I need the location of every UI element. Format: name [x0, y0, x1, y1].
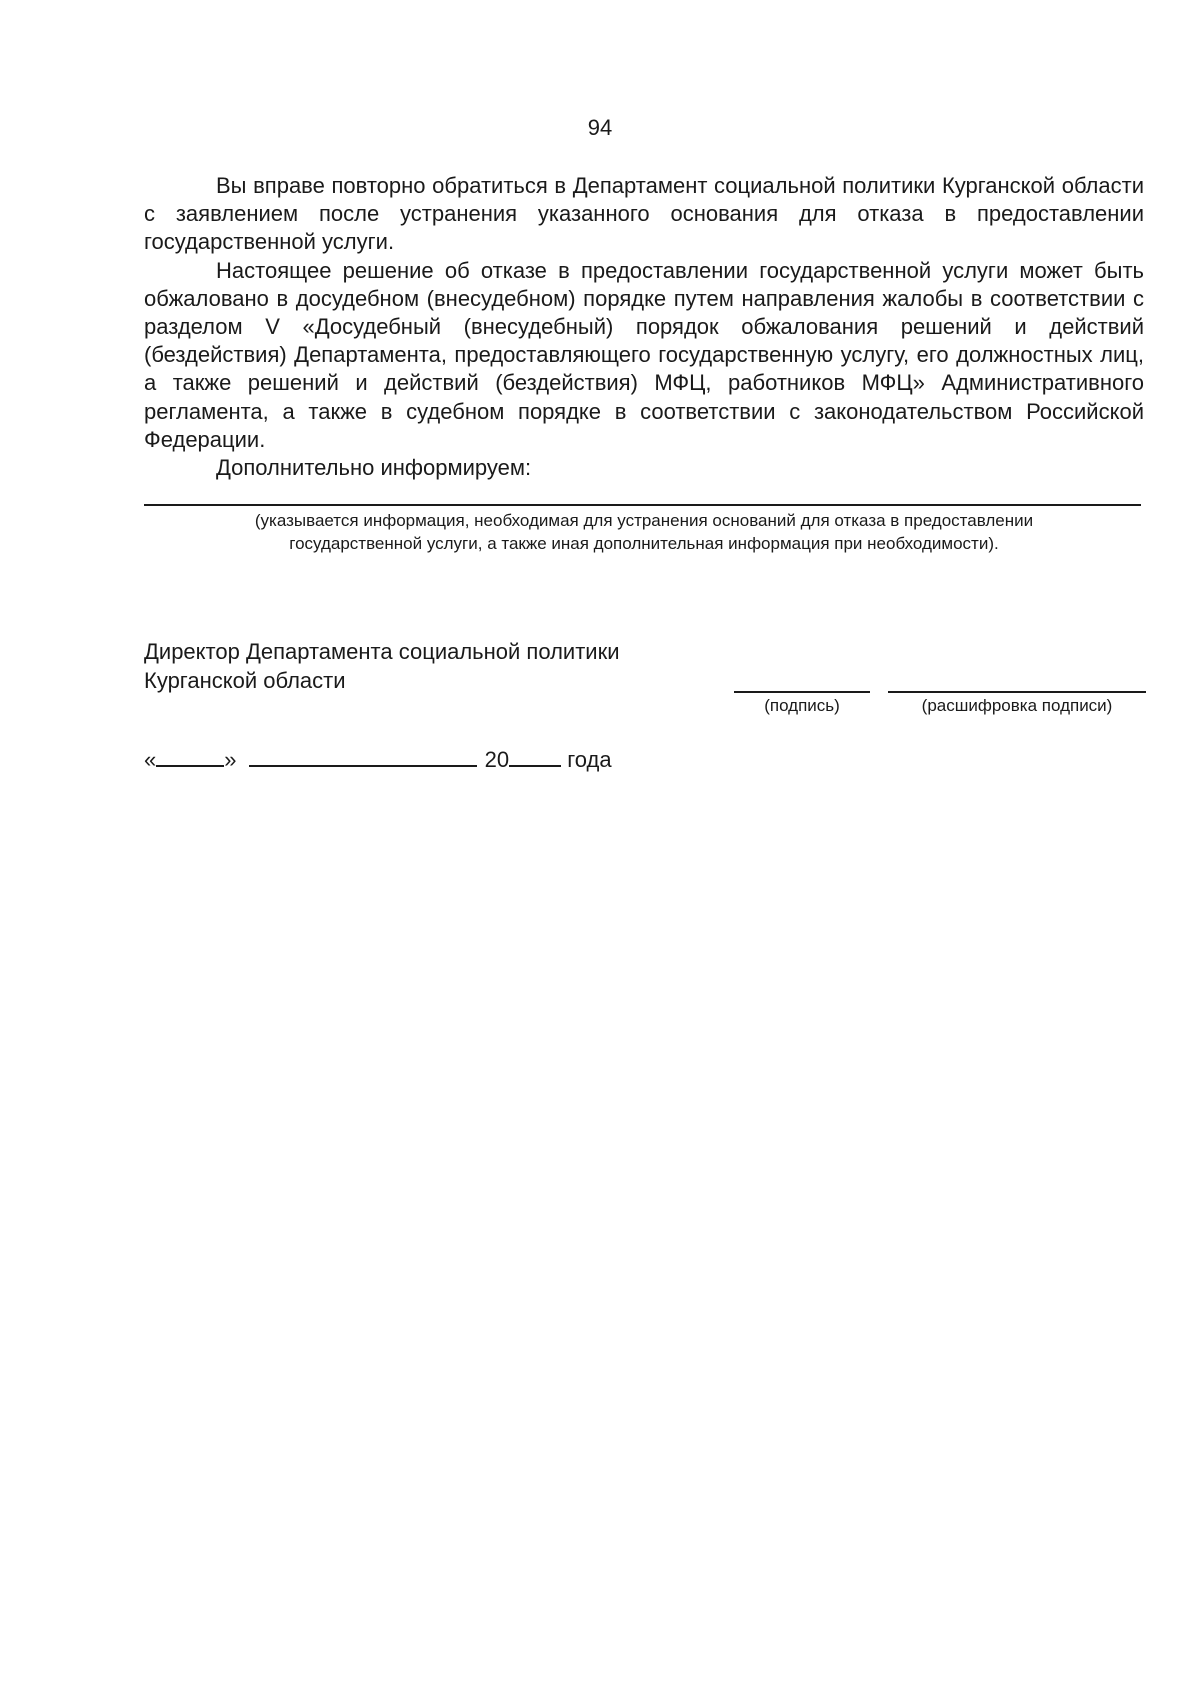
director-position-line1: Директор Департамента социальной политики — [144, 639, 620, 664]
director-position — [144, 638, 620, 695]
additional-info-hint-line1: (указывается информация, необходимая для устранения оснований для отказа в предоставлении — [254, 511, 1034, 530]
paragraph-reapply: Вы вправе повторно обратиться в Департамент социальной политики Курганской области с заявлением после устранения указанного основания для отказа в предоставлении государственной услуги. — [144, 173, 1144, 255]
signature-line — [734, 691, 870, 693]
date-day-blank — [156, 745, 224, 767]
paragraph-additional-info: Дополнительно информируем: — [216, 455, 532, 481]
page-number: 94 — [587, 115, 613, 140]
date-century: 20 — [484, 747, 510, 772]
additional-info-hint — [144, 509, 1144, 555]
paragraph-appeal: Настоящее решение об отказе в предоставлении государственной услуги может быть обжаловано в досудебном (внесудебном) порядке путем направления жалобы в соответствии с разделом V «Досудебный (внесудебный) порядок обжалования решений и действий (бездействия) Департамента, предоставляющего государственную услугу, его должностных лиц, а также решений и действий (бездействия) МФЦ, работников МФЦ» Административного регламента, а также в судебном порядке в соответствии с законодательством Российской Федерации. — [144, 257, 1144, 452]
date-close-quote: » — [224, 747, 237, 772]
additional-info-fill-line — [144, 504, 1141, 506]
date-month-blank — [249, 745, 477, 767]
date-line — [144, 745, 612, 774]
date-year-blank — [509, 745, 561, 767]
signature-decoding-hint: (расшифровка подписи) — [921, 696, 1113, 715]
date-suffix: года — [567, 747, 612, 772]
signature-hint: (подпись) — [764, 696, 840, 715]
additional-info-hint-line2: государственной услуги, а также иная дополнительная информация при необходимости). — [289, 534, 999, 553]
body-text — [144, 172, 1144, 482]
director-position-line2: Курганской области — [144, 667, 346, 693]
signature-decoding-line — [888, 691, 1146, 693]
date-open-quote: « — [144, 747, 157, 772]
